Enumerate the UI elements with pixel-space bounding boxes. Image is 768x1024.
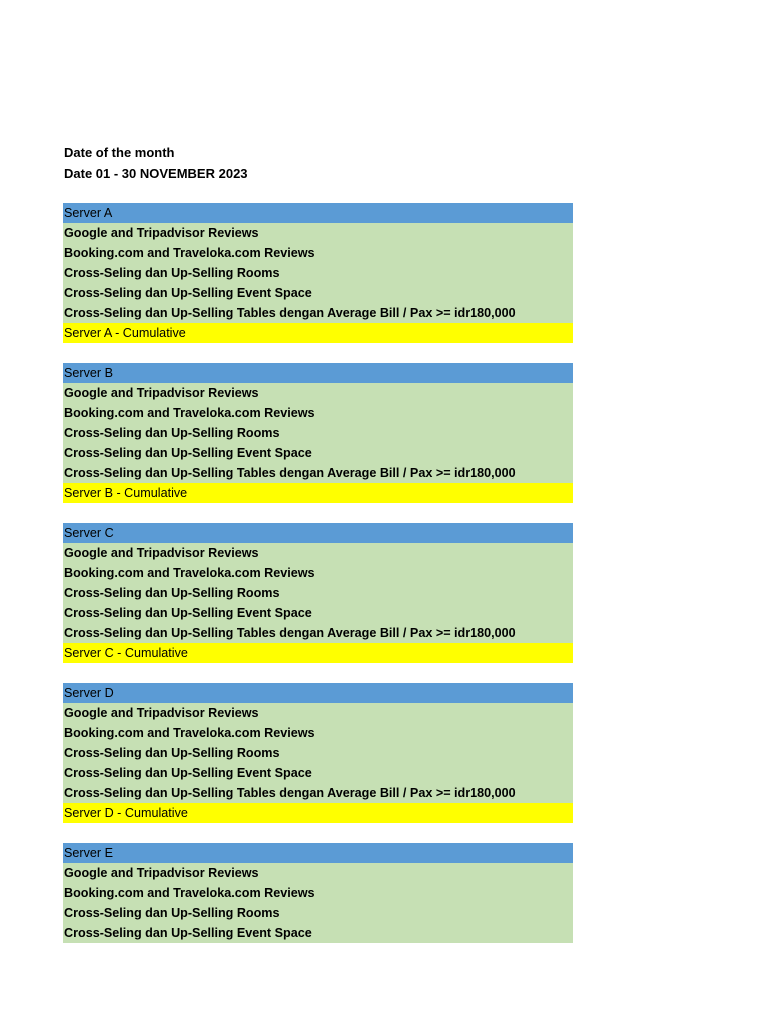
- server-block-e: [63, 843, 573, 943]
- cumulative-cell[interactable]: Server A - Cumulative: [63, 323, 573, 343]
- item-cell[interactable]: Cross-Seling dan Up-Selling Rooms: [63, 583, 573, 603]
- item-cell[interactable]: Cross-Seling dan Up-Selling Tables dengan Average Bill / Pax >= idr180,000: [63, 303, 573, 323]
- item-cell[interactable]: Google and Tripadvisor Reviews: [63, 863, 573, 883]
- item-cell[interactable]: Booking.com and Traveloka.com Reviews: [63, 403, 573, 423]
- server-header-cell[interactable]: Server D: [63, 683, 573, 703]
- item-cell[interactable]: Google and Tripadvisor Reviews: [63, 383, 573, 403]
- date-heading-label: Date of the month: [64, 145, 175, 160]
- cumulative-cell[interactable]: Server C - Cumulative: [63, 643, 573, 663]
- item-cell[interactable]: Cross-Seling dan Up-Selling Tables dengan Average Bill / Pax >= idr180,000: [63, 783, 573, 803]
- item-cell[interactable]: Cross-Seling dan Up-Selling Rooms: [63, 903, 573, 923]
- spacer: [63, 184, 573, 203]
- server-header-cell[interactable]: Server B: [63, 363, 573, 383]
- item-cell[interactable]: Booking.com and Traveloka.com Reviews: [63, 883, 573, 903]
- item-cell[interactable]: Cross-Seling dan Up-Selling Rooms: [63, 263, 573, 283]
- item-cell[interactable]: Booking.com and Traveloka.com Reviews: [63, 563, 573, 583]
- item-cell[interactable]: Google and Tripadvisor Reviews: [63, 703, 573, 723]
- item-cell[interactable]: Google and Tripadvisor Reviews: [63, 543, 573, 563]
- server-block-b: [63, 363, 573, 503]
- item-cell[interactable]: Cross-Seling dan Up-Selling Event Space: [63, 763, 573, 783]
- item-cell[interactable]: Booking.com and Traveloka.com Reviews: [63, 243, 573, 263]
- item-cell[interactable]: Cross-Seling dan Up-Selling Rooms: [63, 743, 573, 763]
- item-cell[interactable]: Cross-Seling dan Up-Selling Event Space: [63, 443, 573, 463]
- item-cell[interactable]: Cross-Seling dan Up-Selling Tables dengan Average Bill / Pax >= idr180,000: [63, 463, 573, 483]
- cumulative-cell[interactable]: Server D - Cumulative: [63, 803, 573, 823]
- cumulative-cell[interactable]: Server B - Cumulative: [63, 483, 573, 503]
- server-block-a: [63, 203, 573, 343]
- server-header-cell[interactable]: Server E: [63, 843, 573, 863]
- item-cell[interactable]: Cross-Seling dan Up-Selling Event Space: [63, 283, 573, 303]
- server-block-d: [63, 683, 573, 823]
- item-cell[interactable]: Booking.com and Traveloka.com Reviews: [63, 723, 573, 743]
- item-cell[interactable]: Cross-Seling dan Up-Selling Event Space: [63, 923, 573, 943]
- item-cell[interactable]: Cross-Seling dan Up-Selling Tables dengan Average Bill / Pax >= idr180,000: [63, 623, 573, 643]
- item-cell[interactable]: Cross-Seling dan Up-Selling Rooms: [63, 423, 573, 443]
- date-range-heading: Date 01 - 30 NOVEMBER 2023: [64, 165, 248, 181]
- server-header-cell[interactable]: Server C: [63, 523, 573, 543]
- item-cell[interactable]: Cross-Seling dan Up-Selling Event Space: [63, 603, 573, 623]
- server-header-cell[interactable]: Server A: [63, 203, 573, 223]
- server-block-c: [63, 523, 573, 663]
- item-cell[interactable]: Google and Tripadvisor Reviews: [63, 223, 573, 243]
- spreadsheet-page: [63, 143, 573, 963]
